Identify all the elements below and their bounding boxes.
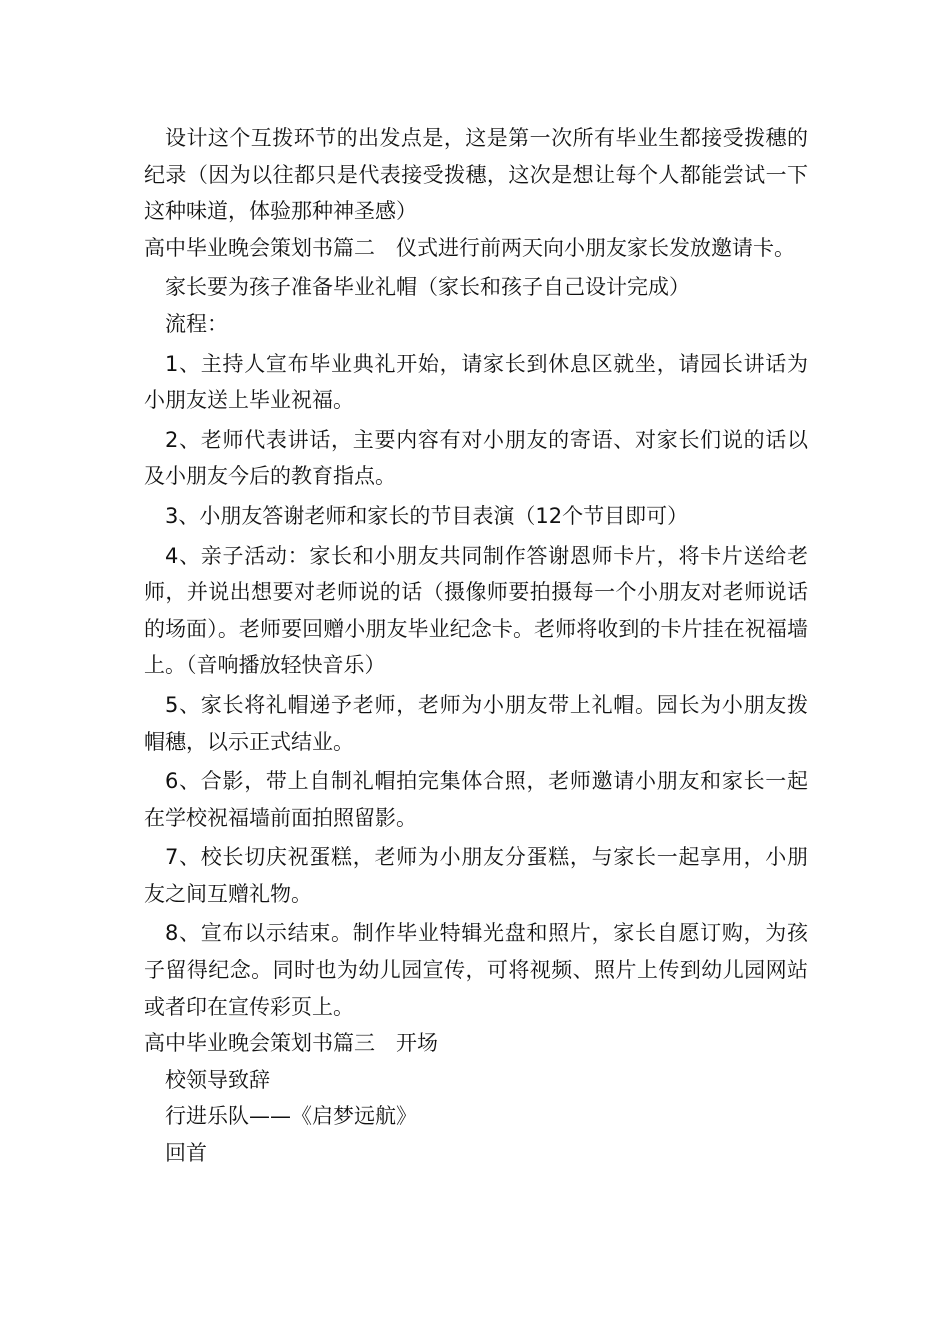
list-item-step-5: 5、家长将礼帽递予老师，老师为小朋友带上礼帽。园长为小朋友拨帽穗，以示正式结业。 <box>144 692 808 754</box>
paragraph-graduation-cap: 家长要为孩子准备毕业礼帽（家长和孩子自己设计完成） <box>165 275 690 300</box>
list-item-step-2: 2、老师代表讲话，主要内容有对小朋友的寄语、对家长们说的话以及小朋友今后的教育指点。 <box>144 427 808 489</box>
paragraph-design-rationale: 设计这个互拨环节的出发点是，这是第一次所有毕业生都接受拨穗的纪录（因为以往都只是代表接受拨穗，这次是想让每个人都能尝试一下这种味道，体验那种神圣感） <box>144 126 808 224</box>
paragraph-marching-band: 行进乐队——《启梦远航》 <box>165 1104 417 1129</box>
list-item-step-1: 1、主持人宣布毕业典礼开始，请家长到休息区就坐，请园长讲话为小朋友送上毕业祝福。 <box>144 351 808 413</box>
list-item-step-4: 4、亲子活动：家长和小朋友共同制作答谢恩师卡片，将卡片送给老师，并说出想要对老师说的话（摄像师要拍摄每一个小朋友对老师说话的场面）。老师要回赠小朋友毕业纪念卡。老师将收到的卡片挂在祝福墙上。（音响播放轻快音乐） <box>144 543 808 678</box>
list-item-step-6: 6、合影，带上自制礼帽拍完集体合照，老师邀请小朋友和家长一起在学校祝福墙前面拍照留影。 <box>144 769 808 830</box>
list-item-step-7: 7、校长切庆祝蛋糕，老师为小朋友分蛋糕，与家长一起享用，小朋友之间互赠礼物。 <box>144 845 808 906</box>
list-item-step-3: 3、小朋友答谢老师和家长的节目表演（12个节目即可） <box>165 503 689 528</box>
paragraph-process-label: 流程： <box>165 311 228 336</box>
section-heading-part-three: 高中毕业晚会策划书篇三 开场 <box>144 1031 438 1056</box>
paragraph-look-back: 回首 <box>165 1141 207 1166</box>
list-item-step-8: 8、宣布以示结束。制作毕业特辑光盘和照片，家长自愿订购，为孩子留得纪念。同时也为幼儿园宣传，可将视频、照片上传到幼儿园网站或者印在宣传彩页上。 <box>144 921 808 1019</box>
paragraph-leader-speech: 校领导致辞 <box>165 1067 270 1092</box>
document-body <box>144 120 808 1172</box>
section-heading-part-two: 高中毕业晚会策划书篇二 仪式进行前两天向小朋友家长发放邀请卡。 <box>144 235 795 260</box>
